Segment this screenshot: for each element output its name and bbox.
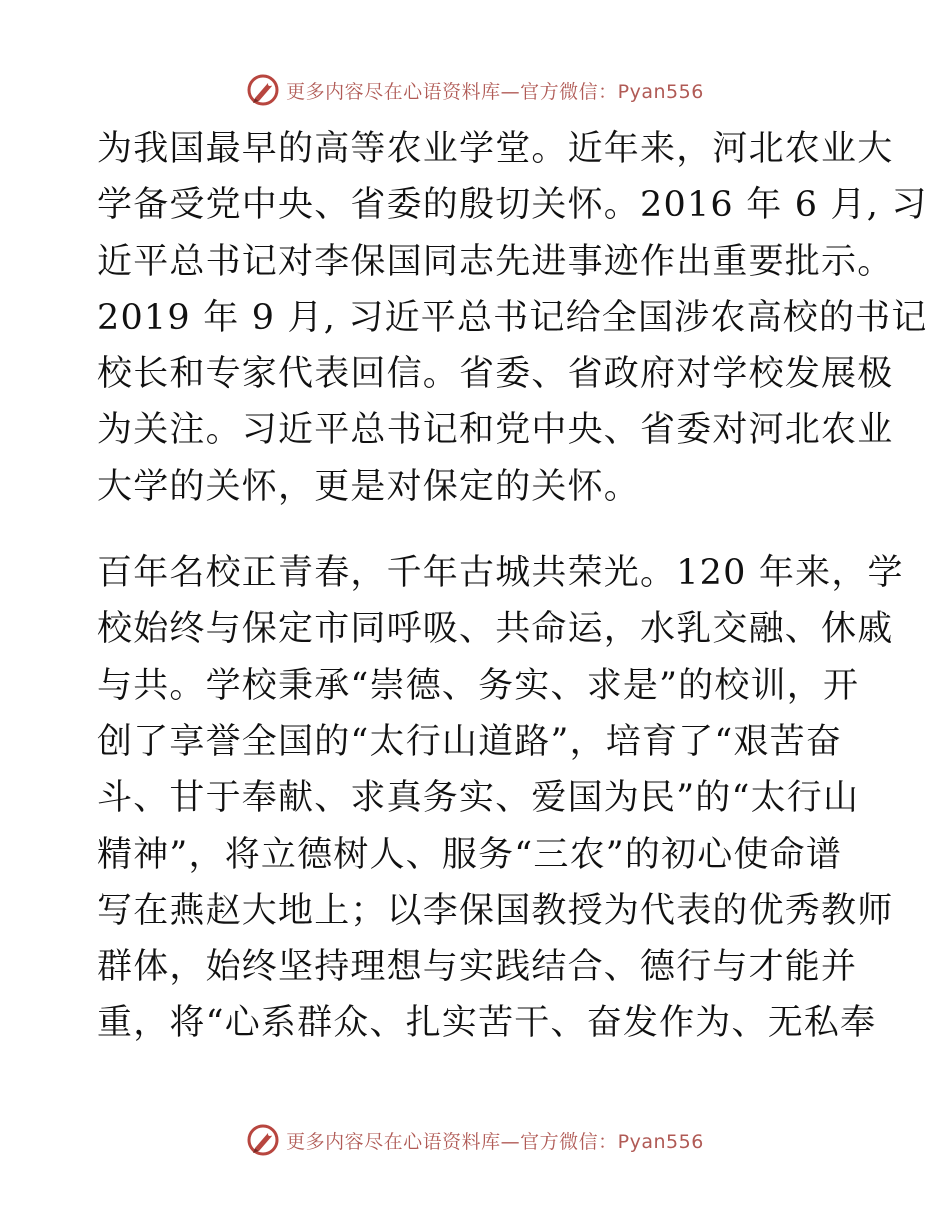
watermark-text: 更多内容尽在心语资料库—官方微信：Pyan556 (286, 1130, 704, 1153)
document-body (97, 121, 928, 1052)
header-watermark-banner (0, 70, 950, 110)
pen-logo-icon (246, 1123, 280, 1157)
text-line: 校始终与保定市同呼吸、共命运，水乳交融、休戚 (97, 609, 894, 650)
text-line: 校长和专家代表回信。省委、省政府对学校发展极 (97, 354, 894, 395)
watermark-text: 更多内容尽在心语资料库—官方微信：Pyan556 (286, 80, 704, 103)
text-line: 为我国最早的高等农业学堂。近年来，河北农业大 (97, 129, 894, 169)
text-line: 写在燕赵大地上；以李保国教授为代表的优秀教师 (97, 890, 894, 931)
text-line: 为关注。习近平总书记和党中央、省委对河北农业 (97, 410, 894, 451)
text-line: 大学的关怀，更是对保定的关怀。 (97, 466, 641, 507)
paragraph-2 (97, 545, 904, 1052)
text-line: 创了享誉全国的“太行山道路”，培育了“艰苦奋 (97, 721, 843, 762)
text-line: 精神”，将立德树人、服务“三农”的初心使命谱 (97, 834, 843, 875)
pen-logo-icon (246, 73, 280, 107)
footer-watermark-banner (0, 1120, 950, 1160)
paragraph-1 (97, 121, 928, 515)
text-line: 重，将“心系群众、扎实苦干、奋发作为、无私奉 (97, 1003, 877, 1044)
text-line: 群体，始终坚持理想与实践结合、德行与才能并 (97, 947, 858, 988)
paragraph-spacer (97, 515, 853, 545)
text-line: 与共。学校秉承“崇德、务实、求是”的校训，开 (97, 665, 860, 706)
text-line: 斗、甘于奉献、求真务实、爱国为民”的“太行山 (97, 778, 860, 819)
text-line: 百年名校正青春，千年古城共荣光。120 年来，学 (97, 553, 904, 594)
text-line: 学备受党中央、省委的殷切关怀。2016 年 6 月, 习 (97, 185, 928, 226)
text-line: 2019 年 9 月, 习近平总书记给全国涉农高校的书记 (97, 297, 928, 338)
text-line: 近平总书记对李保国同志先进事迹作出重要批示。 (97, 241, 894, 282)
